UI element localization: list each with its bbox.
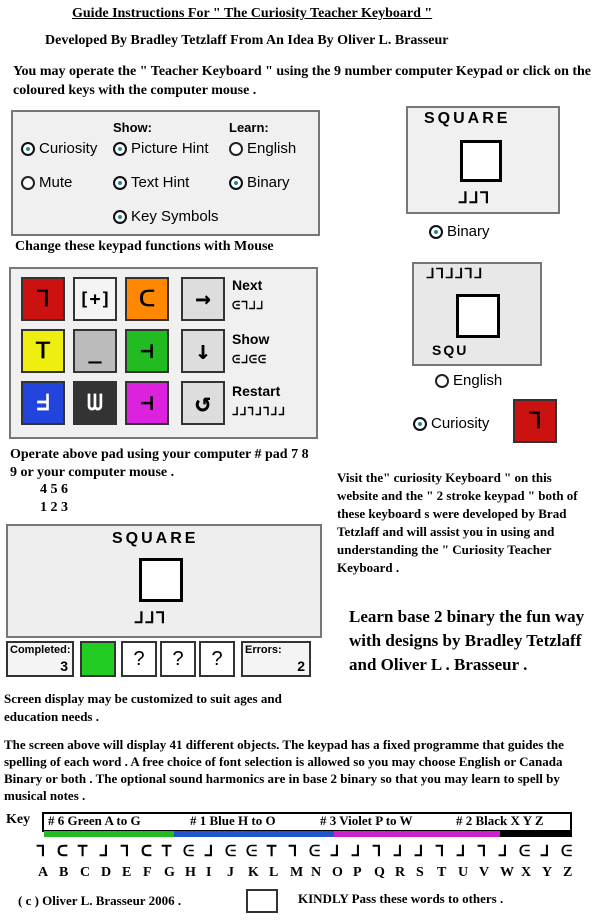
errors-label: Errors: bbox=[245, 644, 282, 656]
black-bar bbox=[500, 831, 572, 837]
key-9[interactable]: ᑕ bbox=[125, 277, 169, 321]
preview-binary-panel bbox=[406, 106, 560, 214]
square-picture bbox=[139, 558, 183, 602]
keypad-caption: Operate above pad using your computer # pad 7 8 9 or your computer mouse . bbox=[10, 447, 309, 480]
subtitle: Developed By Bradley Tetzlaff From An Idea By Oliver L. Brasseur bbox=[45, 33, 449, 48]
alphabet-glyph: ᒣ bbox=[36, 842, 47, 860]
body-text: The screen above will display 41 different objects. The keypad has a fixed programme that guides the spelling of each word . A free choice of font selection is allowed so you may choose English or Canada Binary or both . The optional sound harmonics are in base 2 binary so that you may learn to spell by musical notes . bbox=[4, 737, 564, 803]
options-caption: Change these keypad functions with Mouse bbox=[15, 239, 274, 254]
key-label: Key bbox=[6, 812, 31, 827]
violet-bar bbox=[334, 831, 500, 837]
completed-value: 3 bbox=[60, 658, 68, 674]
preview2-code: ᒧᒣᒧᒧᒣᒧ bbox=[426, 266, 484, 282]
legend-black: # 2 Black X Y Z bbox=[456, 813, 544, 828]
alphabet-letter: X bbox=[521, 865, 532, 880]
blank-box bbox=[246, 889, 278, 913]
radio-unselected-icon bbox=[229, 142, 243, 156]
curiosity-radio[interactable] bbox=[21, 140, 97, 157]
alphabet-glyph: ᒧ bbox=[351, 842, 362, 860]
square-picture bbox=[460, 140, 502, 182]
show-header: Show: bbox=[113, 120, 152, 135]
preview-red-key[interactable]: ᒣ bbox=[513, 399, 557, 443]
alphabet-letter: W bbox=[500, 865, 514, 880]
alphabet-glyph: ᒧ bbox=[393, 842, 404, 860]
alphabet-letter: D bbox=[101, 865, 112, 880]
alphabet-letter: E bbox=[122, 865, 132, 880]
alphabet-glyph: ꓔ bbox=[78, 842, 89, 860]
alphabet-letter: S bbox=[416, 865, 424, 880]
alphabet-glyph: ᒣ bbox=[477, 842, 488, 860]
key-show[interactable]: ↓ bbox=[181, 329, 225, 373]
preview-english-panel bbox=[412, 262, 542, 366]
alphabet-letter: U bbox=[458, 865, 469, 880]
alphabet-letter: G bbox=[164, 865, 175, 880]
alphabet-letters bbox=[36, 865, 576, 885]
picture-hint-label: Picture Hint bbox=[131, 140, 209, 157]
alphabet-letter: O bbox=[332, 865, 343, 880]
keypad-row-456: 4 5 6 bbox=[40, 482, 68, 497]
game-panel bbox=[6, 524, 322, 638]
green-bar bbox=[44, 831, 174, 837]
restart-label: Restart bbox=[232, 383, 281, 399]
preview2-word: SQU bbox=[432, 342, 469, 358]
radio-selected-icon bbox=[113, 176, 127, 190]
alphabet-glyph: ᕮ bbox=[246, 842, 259, 860]
text-hint-radio[interactable] bbox=[113, 174, 189, 191]
custom-text: Screen display may be customized to suit ages and education needs . bbox=[4, 691, 282, 724]
game-code: ᒧᒧᒣ bbox=[134, 608, 167, 627]
key-symbols-label: Key Symbols bbox=[131, 208, 219, 225]
alphabet-glyph: ᒧ bbox=[456, 842, 467, 860]
legend-green: # 6 Green A to G bbox=[48, 813, 141, 828]
alphabet-glyph: ᕮ bbox=[519, 842, 532, 860]
key-symbols-radio[interactable] bbox=[113, 208, 219, 225]
alphabet-glyph: ꓔ bbox=[162, 842, 173, 860]
letter-slot: ? bbox=[160, 641, 196, 677]
alphabet-glyph: ᑕ bbox=[57, 842, 69, 860]
key-3[interactable]: ⊣ bbox=[125, 381, 169, 425]
radio-unselected-icon bbox=[21, 176, 35, 190]
alphabet-letter: H bbox=[185, 865, 196, 880]
alphabet-glyph: ᒣ bbox=[288, 842, 299, 860]
alphabet-letter: B bbox=[59, 865, 69, 880]
english-label: English bbox=[453, 372, 503, 389]
key-7[interactable]: ᒣ bbox=[21, 277, 65, 321]
alphabet-letter: I bbox=[206, 865, 212, 880]
radio-selected-icon bbox=[21, 142, 35, 156]
preview-word: SQUARE bbox=[424, 110, 511, 127]
alphabet-glyph: ᒧ bbox=[540, 842, 551, 860]
next-glyphs: ᕮᒣᒧᒧ bbox=[232, 299, 264, 312]
text-hint-label: Text Hint bbox=[131, 174, 190, 191]
alphabet-letter: Q bbox=[374, 865, 385, 880]
blue-bar bbox=[174, 831, 334, 837]
alphabet-letter: R bbox=[395, 865, 406, 880]
game-word: SQUARE bbox=[112, 530, 199, 547]
current-letter-box bbox=[80, 641, 116, 677]
binary-label: Binary bbox=[447, 223, 490, 240]
preview-english-radio[interactable] bbox=[435, 372, 502, 389]
mute-radio[interactable] bbox=[21, 174, 72, 191]
errors-value: 2 bbox=[297, 658, 305, 674]
alphabet-letter: Y bbox=[542, 865, 553, 880]
alphabet-glyph: ᒧ bbox=[414, 842, 425, 860]
options-panel bbox=[11, 110, 320, 236]
alphabet-glyph: ᕮ bbox=[309, 842, 322, 860]
preview-binary-radio[interactable] bbox=[429, 223, 490, 240]
copyright: ( c ) Oliver L. Brasseur 2006 . bbox=[18, 893, 182, 908]
kindly-text: KINDLY Pass these words to others . bbox=[298, 891, 504, 906]
alphabet-letter: L bbox=[269, 865, 279, 880]
alphabet-glyph: ᒣ bbox=[120, 842, 131, 860]
radio-unselected-icon bbox=[435, 374, 449, 388]
alphabet-glyph: ᒣ bbox=[435, 842, 446, 860]
key-1[interactable]: ᖵ bbox=[21, 381, 65, 425]
alphabet-glyph: ᒧ bbox=[99, 842, 110, 860]
alphabet-glyph: ᒧ bbox=[330, 842, 341, 860]
key-2[interactable]: ᗯ bbox=[73, 381, 117, 425]
alphabet-glyph: ᕮ bbox=[183, 842, 196, 860]
keypad-panel bbox=[9, 267, 318, 439]
preview-curiosity-radio[interactable] bbox=[413, 415, 489, 432]
curiosity-label: Curiosity bbox=[39, 140, 98, 157]
alphabet-glyph: ᒧ bbox=[498, 842, 509, 860]
alphabet-glyph: ᕮ bbox=[561, 842, 574, 860]
key-restart[interactable]: ↺ bbox=[181, 381, 225, 425]
alphabet-letter: J bbox=[227, 865, 234, 880]
alphabet-glyphs bbox=[36, 842, 576, 862]
key-next[interactable]: → bbox=[181, 277, 225, 321]
alphabet-glyph: ᑕ bbox=[141, 842, 153, 860]
learn-text: Learn base 2 binary the fun way with designs by Bradley Tetzlaff and Oliver L . Brasseur . bbox=[349, 607, 585, 674]
alphabet-glyph: ᒧ bbox=[204, 842, 215, 860]
visit-text: Visit the" curiosity Keyboard " on this website and the " 2 stroke keypad " both of these keyboard s were developed by Brad Tetzlaff and will assist you in using and understanding the " Curiosity Teacher Keyboard . bbox=[337, 470, 578, 575]
alphabet-letter: C bbox=[80, 865, 91, 880]
page-title: Guide Instructions For " The Curiosity Teacher Keyboard " bbox=[72, 6, 433, 21]
letter-slot: ? bbox=[121, 641, 157, 677]
square-picture bbox=[456, 294, 500, 338]
radio-selected-icon bbox=[229, 176, 243, 190]
alphabet-glyph: ᕮ bbox=[225, 842, 238, 860]
radio-selected-icon bbox=[113, 210, 127, 224]
alphabet-letter: A bbox=[38, 865, 49, 880]
alphabet-letter: T bbox=[437, 865, 447, 880]
alphabet-letter: M bbox=[290, 865, 304, 880]
binary-label: Binary bbox=[247, 174, 290, 191]
alphabet-letter: P bbox=[353, 865, 362, 880]
next-label: Next bbox=[232, 277, 263, 293]
alphabet-letter: V bbox=[479, 865, 490, 880]
curiosity-label: Curiosity bbox=[431, 415, 490, 432]
intro-text: You may operate the " Teacher Keyboard " using the 9 number computer Keypad or click on the coloured keys with the computer mouse . bbox=[13, 64, 592, 98]
mute-label: Mute bbox=[39, 174, 73, 191]
key-4[interactable]: ꓔ bbox=[21, 329, 65, 373]
legend-violet: # 3 Violet P to W bbox=[320, 813, 413, 828]
alphabet-letter: F bbox=[143, 865, 152, 880]
restart-glyphs: ᒧᒧᒣᒧᒣᒧᒧ bbox=[232, 405, 286, 418]
alphabet-glyph: ꓔ bbox=[267, 842, 278, 860]
learn-header: Learn: bbox=[229, 120, 269, 135]
english-radio[interactable] bbox=[229, 140, 296, 157]
errors-counter bbox=[241, 641, 311, 677]
keypad-row-123: 1 2 3 bbox=[40, 500, 68, 515]
completed-counter bbox=[6, 641, 74, 677]
english-label: English bbox=[247, 140, 297, 157]
alphabet-letter: K bbox=[248, 865, 259, 880]
key-6[interactable]: ⊣ bbox=[125, 329, 169, 373]
key-8[interactable]: [+] bbox=[73, 277, 117, 321]
binary-radio[interactable] bbox=[229, 174, 290, 191]
completed-label: Completed: bbox=[10, 644, 71, 656]
alphabet-letter: N bbox=[311, 865, 322, 880]
alphabet-letter: Z bbox=[563, 865, 573, 880]
preview-code: ᒧᒧᒣ bbox=[458, 188, 491, 207]
show-label: Show bbox=[232, 331, 270, 347]
radio-selected-icon bbox=[413, 417, 427, 431]
alphabet-glyph: ᒣ bbox=[372, 842, 383, 860]
key-5[interactable]: _ bbox=[73, 329, 117, 373]
picture-hint-radio[interactable] bbox=[113, 140, 209, 157]
radio-selected-icon bbox=[113, 142, 127, 156]
legend-blue: # 1 Blue H to O bbox=[190, 813, 276, 828]
show-glyphs: ᕮᒧᕮᕮ bbox=[232, 353, 268, 366]
radio-selected-icon bbox=[429, 225, 443, 239]
letter-slot: ? bbox=[199, 641, 235, 677]
